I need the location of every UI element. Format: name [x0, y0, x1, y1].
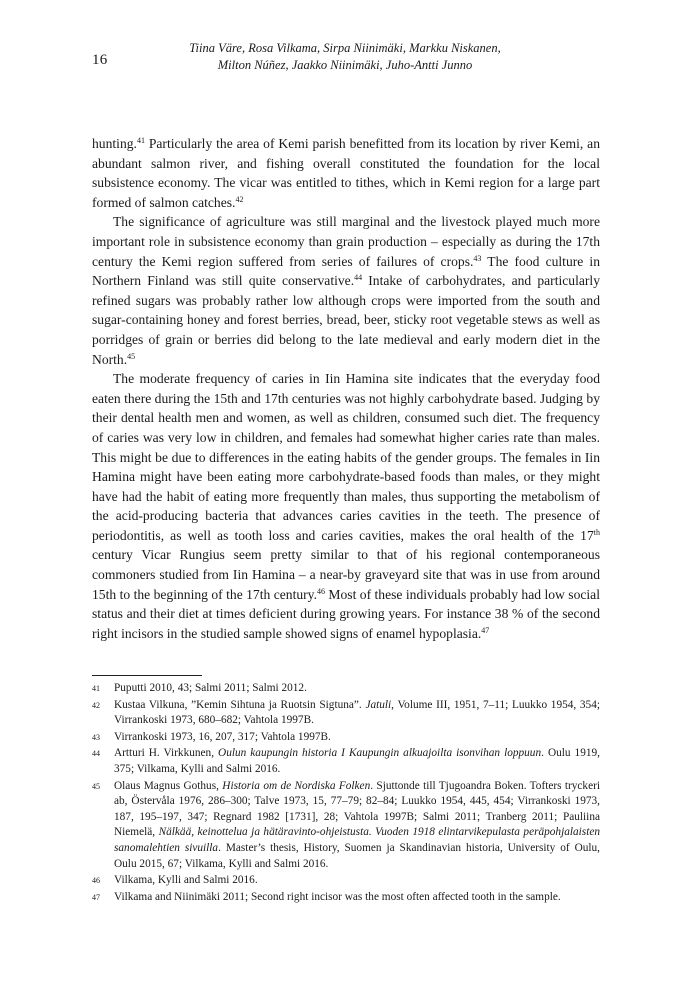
footnote-reference: 47: [481, 625, 490, 635]
text-run: century Vicar Rungius seem pretty similar to that of his regional contemporaneous commoners studied from Iin Hamina – a near-by graveyard site that was in use from around 15th to the beginning of the 17th century.: [92, 547, 600, 602]
body-paragraph: [92, 369, 600, 643]
footnote-number: 45: [92, 781, 100, 791]
text-run: hunting.: [92, 136, 137, 151]
footnote-item: [92, 730, 600, 746]
text-run: The food culture in Northern Finland was still quite conservative.: [92, 253, 601, 289]
text-run: . Sjuttonde till Tjugoandra Boken. Tofters tryckeri ab, Östervåla 1976, 286–300; Talve 1973, 15, 77–79; 82–84; Luukko 1954, 445, 454; Virrankoski 1973, 187, 195–197, 347; Regnard 1982 [1731], 28; Vahtola 1997B; Salmi 2011; Tranberg 2011; Pauliina Niemelä,: [114, 779, 600, 839]
text-run: Vilkama and Niinimäki 2011; Second right incisor was the most often affected tooth in the sample.: [114, 890, 561, 903]
footnote-text: [114, 698, 600, 729]
text-run: Artturi H. Virkkunen,: [114, 747, 219, 760]
text-run: The significance of agriculture was still marginal and the livestock played much more important role in subsistence economy than grain production – especially as during the 17th century the Kemi region suffered from series of failures of crops.: [92, 214, 600, 269]
footnote-reference: 41: [136, 136, 145, 145]
running-head: [150, 40, 540, 74]
footnote-reference: 45: [127, 351, 136, 361]
footnote-reference: 46: [317, 586, 325, 596]
running-head-line-2: Milton Núñez, Jaakko Niinimäki, Juho-Antti Junno: [217, 58, 473, 72]
footnote-number: 41: [92, 684, 100, 693]
text-run: The moderate frequency of caries in Iin Hamina site indicates that the everyday food eaten there during the 15th and 17th centuries was not highly carbohydrate based. Judging by their dental health men and women, as well as children, consumed such diet. The frequency of caries was very low in children, and females had somewhat higher caries rate than males. This might be due to differences in the eating habits of the gender groups. The females in Iin Hamina might have been eating more carbohydrate-based foods than males, or they might have had the habit of eating more frequently than males, thus supporting the metabolism of the acid-producing bacteria that advances caries cavities in the teeth. The presence of periodontitis, as well as tooth loss and caries cavities, makes the oral health of the 17: [92, 371, 600, 543]
footnote-text: [114, 873, 600, 889]
text-run: Most of these individuals probably had low social status and their diet at times deficient during growing years. For instance 38 % of the second right incisors in the studied sample showed signs of enamel hypoplasia.: [92, 586, 600, 641]
text-run: . Oulu 1919, 375; Vilkama, Kylli and Salmi 2016.: [114, 747, 600, 775]
footnote-number: 44: [92, 749, 100, 759]
footnote-item: [92, 890, 600, 906]
text-run: Kustaa Vilkuna, ”Kemin Sihtuna ja Ruotsin Sigtuna”.: [114, 698, 366, 711]
text-run: Vilkama, Kylli and Salmi 2016.: [114, 874, 258, 887]
body-paragraph: [92, 134, 600, 212]
footnote-reference: 42: [235, 194, 244, 204]
italic-title: Jatuli: [365, 698, 392, 711]
footnote-number: 42: [92, 700, 100, 710]
text-run: , Volume III, 1951, 7–11; Luukko 1954, 354; Virrankoski 1973, 680–682; Vahtola 1997B.: [114, 698, 600, 727]
footnote-item: [92, 873, 600, 889]
footnote-item: [92, 746, 600, 777]
italic-title: Nälkää, keinottelua ja hätäravinto-ohjeistusta. Vuoden 1918 elintarvikepulasta peräpohjalaisten sanomalehtien sivuilla: [114, 826, 600, 854]
footnote-number: 47: [92, 892, 100, 902]
footnote-text: [114, 779, 600, 873]
footnotes: [92, 681, 600, 906]
body-paragraph: [92, 212, 600, 369]
footnote-number: 43: [92, 732, 100, 742]
text-run: Olaus Magnus Gothus,: [114, 779, 223, 792]
footnote-text: [114, 746, 600, 777]
footnote-text: [114, 890, 600, 906]
running-head-line-1: Tiina Väre, Rosa Vilkama, Sirpa Niinimäki, Markku Niskanen,: [189, 41, 501, 55]
footnote-number: 46: [92, 876, 100, 886]
text-run: Virrankoski 1973, 16, 207, 317; Vahtola 1997B.: [114, 730, 331, 743]
footnote-item: [92, 779, 600, 873]
footnote-text: [114, 681, 600, 697]
text-run: Puputti 2010, 43; Salmi 2011; Salmi 2012.: [114, 682, 307, 694]
footnote-divider: [92, 675, 202, 676]
page-number: 16: [92, 52, 108, 68]
text-run: Intake of carbohydrates, and particularly refined sugars was probably rather low although crops were imported from the south and sugar-containing honey and forest berries, bread, beer, sticky root vegetable stews as well as porridges of grain or berries did belong to the late medieval and early modern diet in the North.: [92, 273, 600, 367]
footnote-reference: th: [593, 527, 600, 537]
italic-title: Oulun kaupungin historia I Kaupungin alkuajoilta isonvihan loppuun: [218, 747, 542, 760]
footnote-reference: 43: [473, 253, 482, 263]
text-run: . Master’s thesis, History, Suomen ja Skandinavian historia, University of Oulu, Oulu 2015, 67; Vilkama, Kylli and Salmi 2016.: [114, 841, 600, 870]
body-text: [92, 134, 600, 643]
footnote-text: [114, 730, 600, 746]
text-run: Particularly the area of Kemi parish benefitted from its location by river Kemi, an abundant salmon river, and fishing overall constituted the foundation for the local subsistence economy. The vicar was entitled to tithes, which in Kemi region for a large part formed of salmon catches.: [92, 136, 600, 210]
footnote-item: [92, 698, 600, 729]
footnote-item: [92, 681, 600, 697]
italic-title: Historia om de Nordiska Folken: [222, 779, 371, 792]
footnote-reference: 44: [354, 273, 363, 283]
